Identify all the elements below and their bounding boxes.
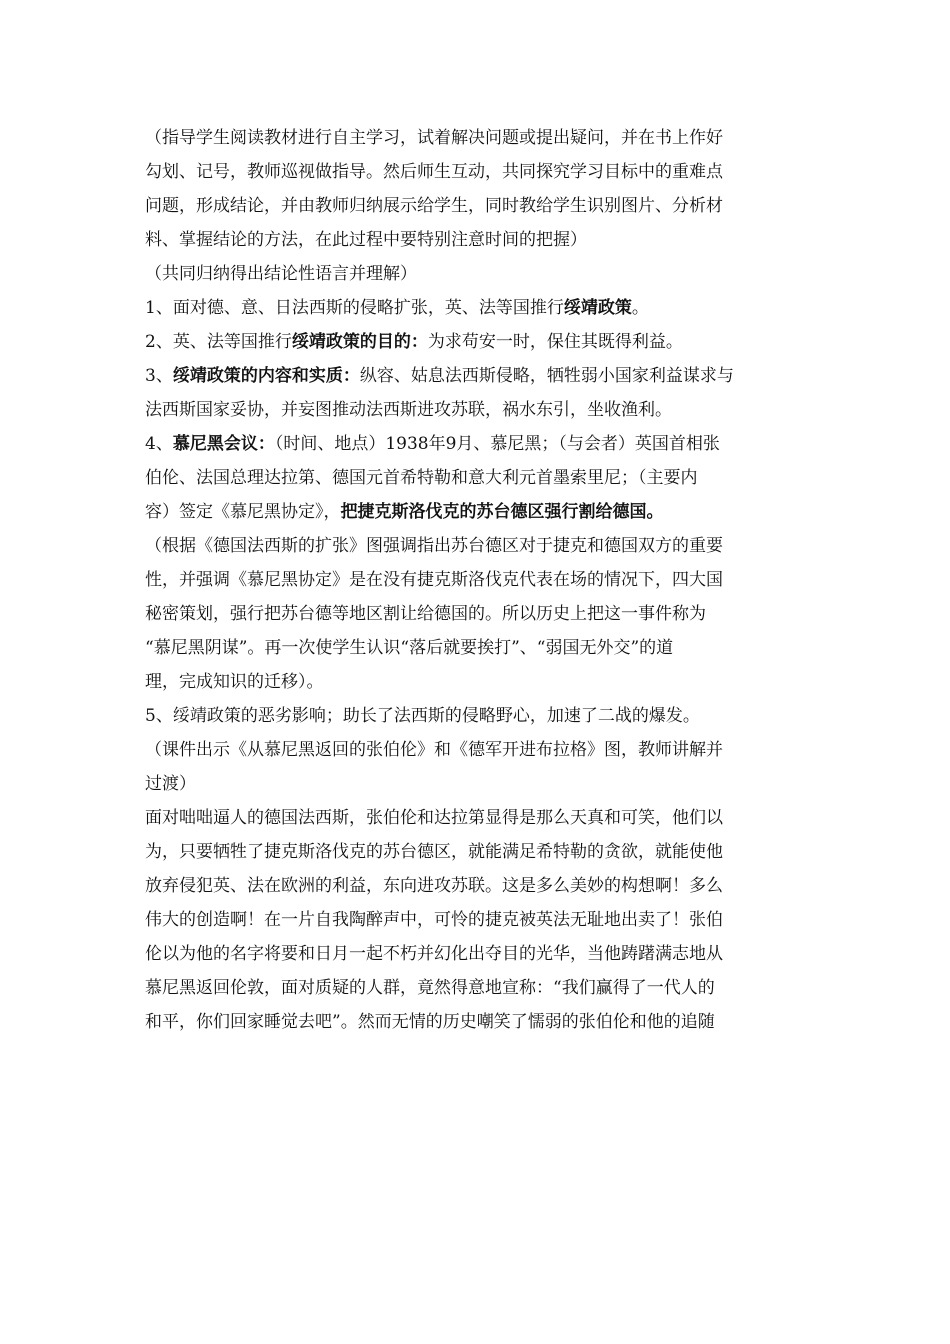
intro-note: [145, 121, 810, 257]
point-1: [145, 291, 810, 325]
text-line: 伦以为他的名字将要和日月一起不朽并幻化出夺目的光华，当他踌躇满志地从: [145, 944, 723, 964]
point-3-text: 纵容、姑息法西斯侵略，牺牲弱小国家利益谋求与: [359, 366, 734, 386]
text-line: 伟大的创造啊！在一片自我陶醉声中，可怜的捷克被英法无耻地出卖了！张伯: [145, 910, 723, 930]
text-line: 性，并强调《慕尼黑协定》是在没有捷克斯洛伐克代表在场的情况下，四大国: [145, 570, 723, 590]
text-line: （根据《德国法西斯的扩张》图强调指出苏台德区对于捷克和德国双方的重要: [145, 536, 723, 556]
text-line: 勾划、记号，教师巡视做指导。然后师生互动，共同探究学习目标中的重难点: [145, 162, 723, 182]
text-line: （指导学生阅读教材进行自主学习，试着解决问题或提出疑问，并在书上作好: [145, 128, 723, 148]
point-2-text: 为求苟安一时，保住其既得利益。: [427, 332, 683, 352]
text-line: [145, 495, 810, 529]
text-line: 理，完成知识的迁移）。: [145, 672, 324, 692]
text-line: “慕尼黑阴谋”。再一次使学生认识“落后就要挨打”、“弱国无外交”的道: [145, 638, 674, 658]
text-line: 问题，形成结论，并由教师归纳展示给学生，同时教给学生识别图片、分析材: [145, 196, 723, 216]
point-4-line3-bold: 把捷克斯洛伐克的苏台德区强行割给德国。: [340, 502, 664, 522]
courseware-note: [145, 733, 810, 801]
munich-note: [145, 529, 810, 699]
point-2-bold: 绥靖政策的目的：: [291, 332, 428, 352]
document-body: [145, 121, 810, 1039]
text-line: 慕尼黑返回伦敦，面对质疑的人群，竟然得意地宣称：“我们赢得了一代人的: [145, 978, 715, 998]
text-line: 过渡）: [145, 774, 196, 794]
point-4: [145, 427, 810, 529]
point-1-text: 1、面对德、意、日法西斯的侵略扩张，英、法等国推行: [145, 298, 564, 318]
text-line: [145, 359, 810, 393]
point-4-prefix: 4、: [145, 434, 173, 454]
text-line: 秘密策划，强行把苏台德等地区割让给德国的。所以历史上把这一事件称为: [145, 604, 706, 624]
point-1-end: 。: [631, 298, 649, 318]
point-3: [145, 359, 810, 427]
text-line: 料、掌握结论的方法，在此过程中要特别注意时间的把握）: [145, 230, 587, 250]
narrative: [145, 801, 810, 1039]
point-4-bold: 慕尼黑会议：: [172, 434, 275, 454]
text-line: 和平，你们回家睡觉去吧”。然而无情的历史嘲笑了懦弱的张伯伦和他的追随: [145, 1012, 715, 1032]
point-3-prefix: 3、: [145, 366, 173, 386]
text-line: 面对咄咄逼人的德国法西斯，张伯伦和达拉第显得是那么天真和可笑，他们以: [145, 808, 723, 828]
point-5: 5、绥靖政策的恶劣影响；助长了法西斯的侵略野心，加速了二战的爆发。: [145, 706, 700, 726]
point-3-bold: 绥靖政策的内容和实质：: [172, 366, 360, 386]
summary-note: （共同归纳得出结论性语言并理解）: [145, 264, 417, 284]
text-line: （课件出示《从慕尼黑返回的张伯伦》和《德军开进布拉格》图，教师讲解并: [145, 740, 723, 760]
point-4-line2: 伯伦、法国总理达拉第、德国元首希特勒和意大利元首墨索里尼；（主要内: [145, 468, 698, 488]
point-1-bold: 绥靖政策: [563, 298, 632, 318]
text-line: [145, 427, 810, 461]
text-line: 放弃侵犯英、法在欧洲的利益，东向进攻苏联。这是多么美妙的构想啊！多么: [145, 876, 723, 896]
point-2-prefix: 2、英、法等国推行: [145, 332, 292, 352]
point-4-line3: 容）签定《慕尼黑协定》，: [145, 502, 341, 522]
point-4-line1: （时间、地点）1938年9月、慕尼黑；（与会者）英国首相张: [274, 434, 720, 454]
text-line: 为，只要牺牲了捷克斯洛伐克的苏台德区，就能满足希特勒的贪欲，就能使他: [145, 842, 723, 862]
point-2: [145, 325, 810, 359]
point-3-line2: 法西斯国家妥协，并妄图推动法西斯进攻苏联，祸水东引，坐收渔利。: [145, 400, 672, 420]
